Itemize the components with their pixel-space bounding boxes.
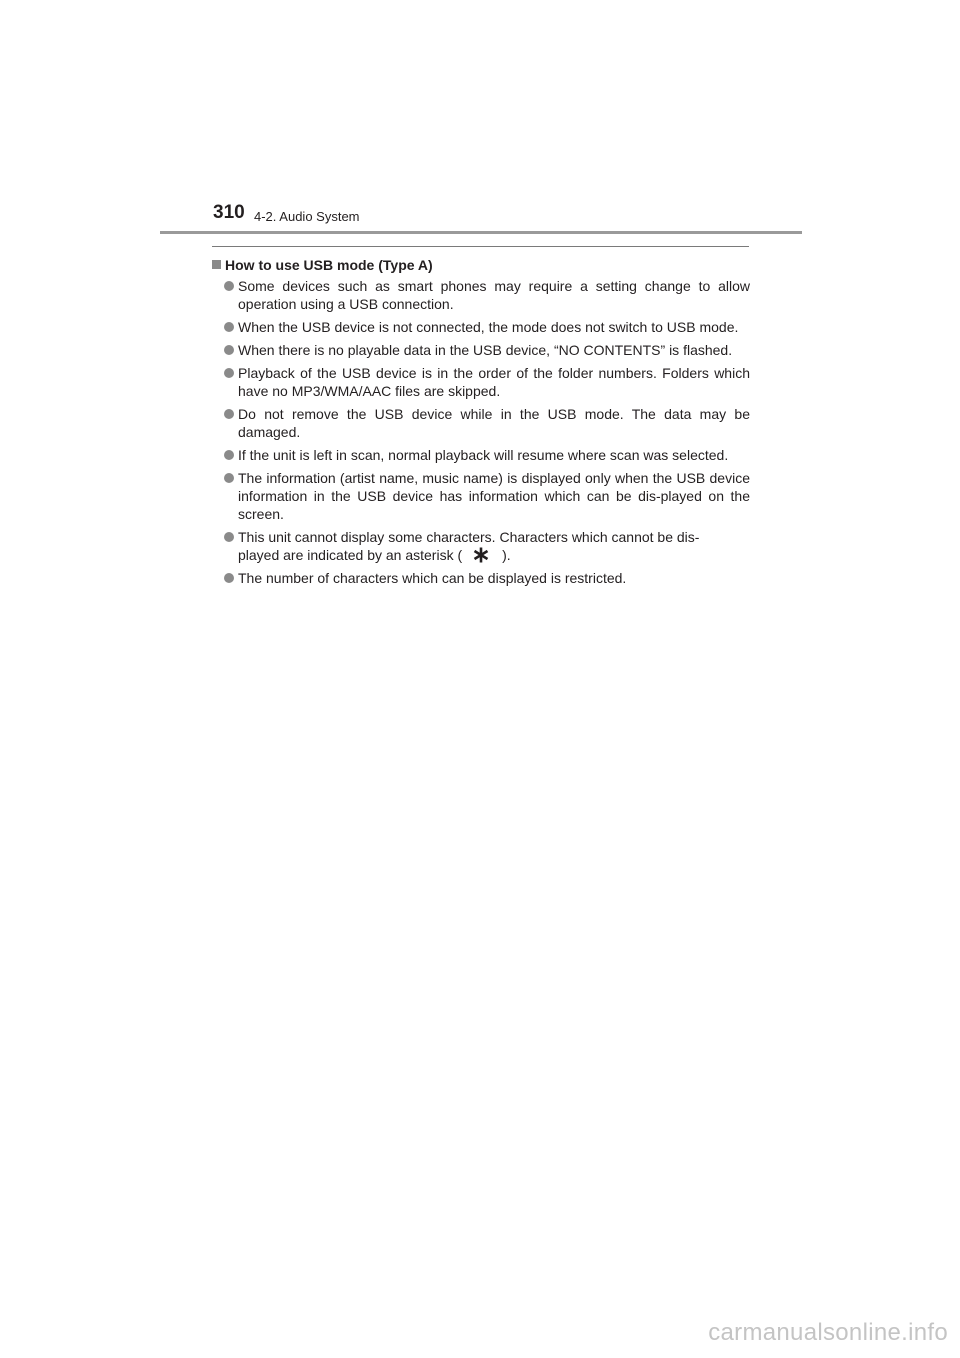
watermark: carmanualsonline.info	[708, 1319, 948, 1346]
list-item-text: If the unit is left in scan, normal playback will resume where scan was selected.	[238, 447, 729, 463]
list-item	[212, 405, 750, 441]
list-item	[212, 569, 750, 587]
dot-icon	[224, 450, 234, 460]
list-item	[212, 341, 750, 359]
list-item-text: Do not remove the USB device while in the USB mode. The data may be damaged.	[238, 406, 750, 440]
list-item-text-end: ).	[502, 547, 511, 563]
list-item-text: When the USB device is not connected, the mode does not switch to USB mode.	[238, 319, 739, 335]
list-item	[212, 469, 750, 523]
asterisk-icon	[470, 547, 492, 563]
list-item	[212, 318, 750, 336]
dot-icon	[224, 368, 234, 378]
bullet-list	[212, 277, 750, 587]
section-heading-text: How to use USB mode (Type A)	[225, 257, 433, 273]
list-item-text: Some devices such as smart phones may require a setting change to allow operation using a USB connection.	[238, 278, 750, 312]
list-item	[212, 528, 750, 564]
page-content	[212, 256, 750, 592]
list-item	[212, 277, 750, 313]
dot-icon	[224, 345, 234, 355]
square-icon	[212, 260, 221, 269]
dot-icon	[224, 473, 234, 483]
list-item-text: This unit cannot display some characters. Characters which cannot be dis-	[238, 529, 700, 545]
list-item	[212, 364, 750, 400]
list-item-text: When there is no playable data in the USB device, “NO CONTENTS” is flashed.	[238, 342, 733, 358]
dot-icon	[224, 532, 234, 542]
section-title: 4-2. Audio System	[254, 209, 360, 224]
content-divider	[212, 246, 749, 247]
list-item-text: The number of characters which can be displayed is restricted.	[238, 570, 627, 586]
dot-icon	[224, 409, 234, 419]
list-item-text: The information (artist name, music name) is displayed only when the USB device information in the USB device has information which can be dis-played on the screen.	[238, 470, 750, 522]
dot-icon	[224, 322, 234, 332]
page-number: 310	[213, 202, 245, 223]
dot-icon	[224, 573, 234, 583]
list-item	[212, 446, 750, 464]
list-item-text: Playback of the USB device is in the order of the folder numbers. Folders which have no MP3/WMA/AAC files are skipped.	[238, 365, 750, 399]
section-heading	[212, 256, 750, 274]
header-divider	[160, 231, 802, 234]
list-item-text-continued: played are indicated by an asterisk (	[238, 547, 463, 563]
dot-icon	[224, 281, 234, 291]
